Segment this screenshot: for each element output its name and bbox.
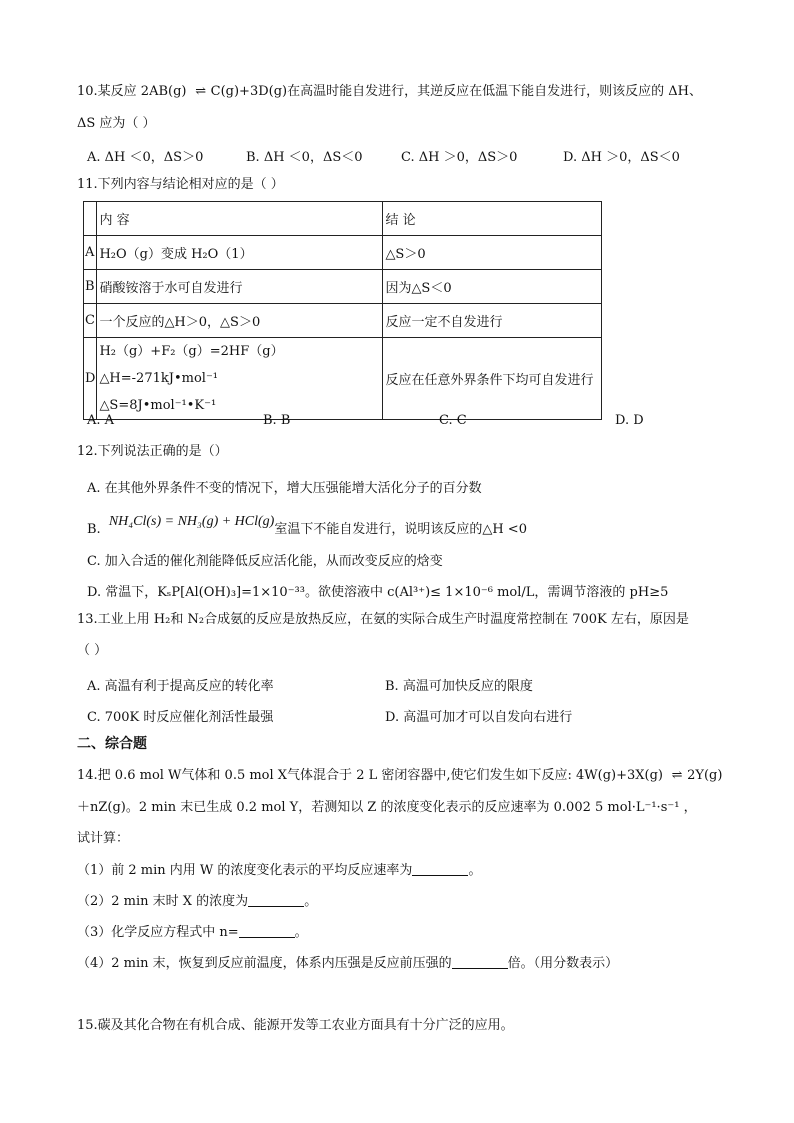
q13-option-d[interactable]: D. 高温可加才可以自发向右进行	[385, 710, 573, 725]
row-conclusion: 反应在任意外界条件下均可自发进行	[383, 338, 602, 420]
q13-option-c[interactable]: C. 700K 时反应催化剂活性最强	[87, 710, 274, 725]
row-content: 一个反应的△H＞0，△S＞0	[97, 304, 383, 338]
q11-option-c[interactable]: C. C	[439, 413, 467, 428]
q14-stem-part2: 2Y(g)	[687, 768, 723, 783]
q10-option-c[interactable]: C. ΔH ＞0，ΔS＞0	[401, 150, 518, 165]
q14-sub1-end: 。	[468, 863, 482, 878]
q14-sub4	[77, 955, 618, 972]
q13-line1: 13.工业上用 H₂和 N₂合成氨的反应是放热反应，在氨的实际合成生产时温度常控制在 700K 左右，原因是	[77, 612, 689, 627]
row-label: C	[84, 304, 97, 338]
table-header-content: 内 容	[97, 202, 383, 236]
q12-option-b[interactable]	[87, 510, 527, 537]
q12-stem: 12.下列说法正确的是（）	[77, 444, 228, 459]
section-heading: 二、综合题	[77, 736, 147, 752]
q14-sub3-text: （3）化学反应方程式中 n=	[77, 925, 239, 940]
q10-line1	[77, 84, 702, 100]
row-content-line1: H₂（g）+F₂（g）=2HF（g）△H=-271kJ•mol⁻¹	[99, 344, 284, 386]
row-conclusion: 因为△S＜0	[383, 270, 602, 304]
table-row	[84, 338, 602, 420]
q12-option-a[interactable]: A. 在其他外界条件不变的情况下，增大压强能增大活化分子的百分数	[87, 481, 482, 496]
q11-option-a[interactable]: A. A	[87, 413, 115, 428]
q10-option-b[interactable]: B. ΔH ＜0，ΔS＜0	[246, 150, 363, 165]
q12-option-d[interactable]: D. 常温下，KₛP[Al(OH)₃]=1×10⁻³³。欲使溶液中 c(Al³⁺)≤ 1×10⁻⁶ mol/L，需调节溶液的 pH≥5	[87, 585, 669, 600]
q14-sub1-text: （1）前 2 min 内用 W 的浓度变化表示的平均反应速率为	[77, 863, 413, 878]
table-header-conclusion: 结 论	[383, 202, 602, 236]
q12-option-c[interactable]: C. 加入合适的催化剂能降低反应活化能，从而改变反应的焓变	[87, 554, 443, 569]
table-header-row	[84, 202, 602, 236]
q14-sub4-text: （4）2 min 末，恢复到反应前温度，体系内压强是反应前压强的	[77, 956, 452, 971]
q14-sub1	[77, 862, 481, 879]
q12-option-b-text: 室温下不能自发进行，说明该反应的△H <0	[274, 522, 527, 537]
q10-stem-part1: 10.某反应 2AB(g)	[77, 84, 187, 99]
row-label: B	[84, 270, 97, 304]
row-content: 硝酸铵溶于水可自发进行	[97, 270, 383, 304]
answer-blank[interactable]	[452, 955, 508, 969]
q13-option-b[interactable]: B. 高温可加快反应的限度	[385, 679, 533, 694]
q11-table	[83, 201, 602, 420]
q15-line1: 15.碳及其化合物在有机合成、能源开发等工农业方面具有十分广泛的应用。	[77, 1018, 514, 1033]
q13-line2: （ ）	[77, 643, 108, 658]
answer-blank[interactable]	[248, 893, 304, 907]
table-row	[84, 270, 602, 304]
q13-option-a[interactable]: A. 高温有利于提高反应的转化率	[87, 679, 274, 694]
table-cell-empty	[84, 202, 97, 236]
q14-stem-part1: 14.把 0.6 mol W气体和 0.5 mol X气体混合于 2 L 密闭容器中,使它们发生如下反应: 4W(g)+3X(g)	[77, 768, 663, 783]
q10-option-d[interactable]: D. ΔH ＞0，ΔS＜0	[563, 150, 680, 165]
q11-stem: 11.下列内容与结论相对应的是（ ）	[77, 177, 284, 192]
equilibrium-arrow-icon: ⇌	[195, 84, 207, 99]
row-conclusion: 反应一定不自发进行	[383, 304, 602, 338]
row-content: H₂O（g）变成 H₂O（1）	[97, 236, 383, 270]
q10-stem-part2: C(g)+3D(g)在高温时能自发进行，其逆反应在低温下能自发进行，则该反应的 ΔH、	[210, 84, 702, 99]
table-row	[84, 236, 602, 270]
q12-option-b-formula: NH₄Cl(s) = NH₃(g) + HCl(g)	[108, 514, 275, 529]
table-row	[84, 304, 602, 338]
row-content-line2: △S=8J•mol⁻¹•K⁻¹	[99, 398, 217, 413]
row-content	[97, 338, 383, 420]
row-label: A	[84, 236, 97, 270]
q14-sub2	[77, 893, 317, 910]
answer-blank[interactable]	[412, 862, 468, 876]
q14-sub2-end: 。	[304, 894, 318, 909]
q11-option-b[interactable]: B. B	[263, 413, 291, 428]
q14-sub3	[77, 924, 308, 941]
q10-line2: ΔS 应为（ ）	[77, 116, 156, 131]
equilibrium-arrow-icon: ⇌	[671, 768, 683, 783]
q12-option-b-label: B.	[87, 522, 101, 537]
q14-line1	[77, 768, 722, 784]
q10-option-a[interactable]: A. ΔH ＜0，ΔS＞0	[87, 150, 204, 165]
row-conclusion: △S＞0	[383, 236, 602, 270]
q14-line2: ＋nZ(g)。2 min 末已生成 0.2 mol Y，若测知以 Z 的浓度变化表示的反应速率为 0.002 5 mol·L⁻¹·s⁻¹ ，	[77, 800, 697, 815]
q14-sub4-end: 倍。（用分数表示）	[507, 956, 619, 971]
row-label: D	[84, 338, 97, 420]
q14-sub3-end: 。	[294, 925, 308, 940]
q14-sub2-text: （2）2 min 末时 X 的浓度为	[77, 894, 249, 909]
q14-line3: 试计算：	[77, 831, 130, 846]
answer-blank[interactable]	[239, 924, 295, 938]
q11-option-d[interactable]: D. D	[615, 413, 644, 428]
